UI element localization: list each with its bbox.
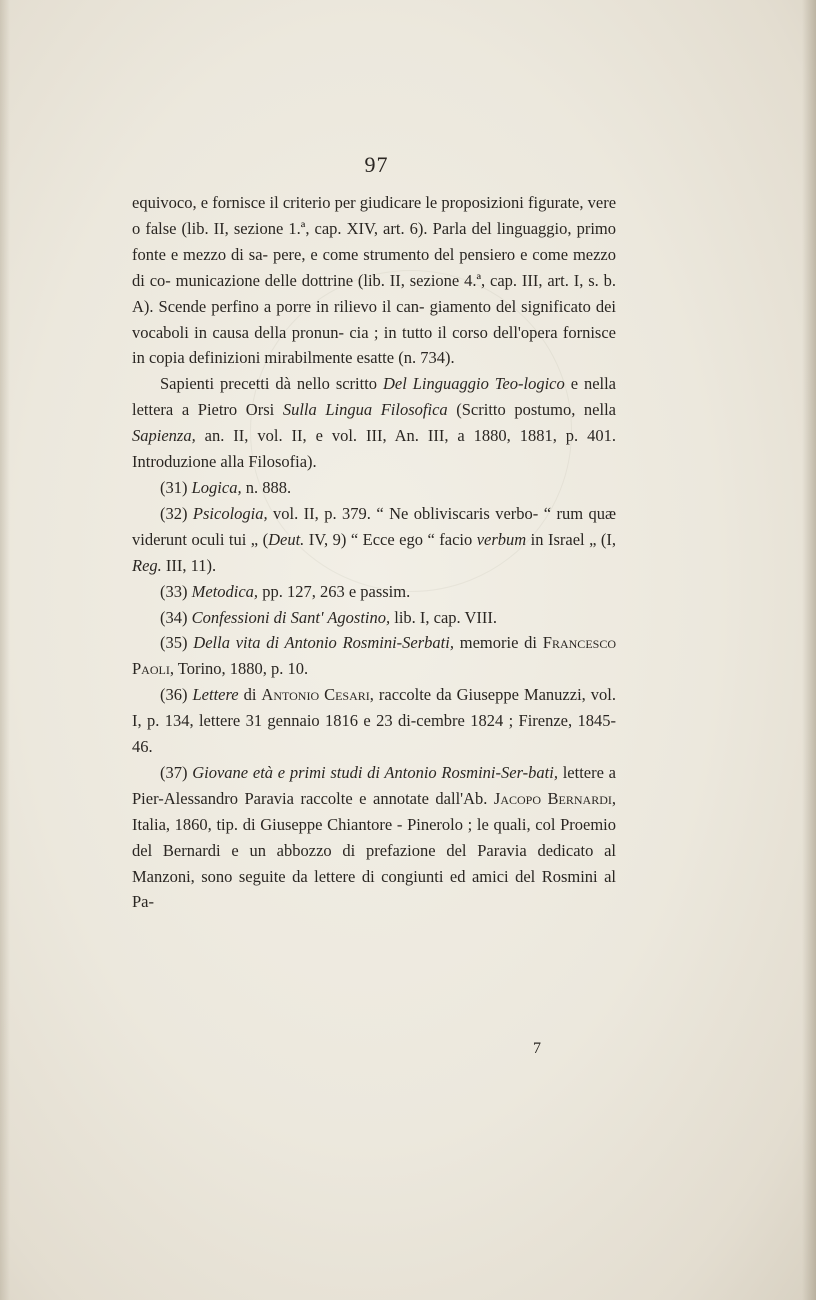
- footnote-32: (32) Psicologia, vol. II, p. 379. “ Ne obliviscaris verbo- “ rum quæ viderunt oculi tui „ (Deut. IV, 9) “ Ecce ego “ facio verbum in Israel „ (I, Reg. III, 11).: [132, 503, 616, 575]
- page-edge-shadow-right: [802, 0, 816, 1300]
- page-edge-shadow-left: [0, 0, 10, 1300]
- paragraph-sapienti-precetti: Sapienti precetti dà nello scritto Del Linguaggio Teo-logico e nella lettera a Pietro Orsi Sulla Lingua Filosofica (Scritto postumo, nella Sapienza, an. II, vol. II, e vol. III, An. III, a 1880, 1881, p. 401. Introduzione alla Filosofia).: [132, 374, 617, 472]
- footnote-35: (35) Della vita di Antonio Rosmini-Serbati, memorie di Francesco Paoli, Torino, 1880, p. 10.: [132, 633, 616, 679]
- paragraph-linguaggio: equivoco, e fornisce il criterio per giudicare le proposizioni figurate, vere o false (lib. II, sezione 1.ª, cap. XIV, art. 6). Parla del linguaggio, primo fonte e mezzo di sa- pere, e come strumento del pensiero e come mezzo di co- municazione delle dottrine (lib. II, sezione 4.ª, cap. III, art. I, s. b. A). Scende perfino a porre in rilievo il can- giamento del significato dei vocaboli in causa della pronun- cia ; in tutto il corso dell'opera fornisce in copia definizioni mirabilmente esatte (n. 734).: [132, 193, 617, 368]
- footnote-31: (31) Logica, n. 888.: [160, 477, 292, 497]
- footnote-37: (37) Giovane età e primi studi di Antonio Rosmini-Ser-bati, lettere a Pier-Alessandro Paravia raccolte e annotate dall'Ab. Jacopo Bernardi, Italia, 1860, tip. di Giuseppe Chiantore - Pinerolo ; le quali, col Proemio del Bernardi e un abbozzo di prefazione del Paravia dedicato al Manzoni, sono seguite da lettere di congiunti ed amici del Rosmini al Pa-: [132, 762, 616, 912]
- footnote-36: (36) Lettere di Antonio Cesari, raccolte da Giuseppe Manuzzi, vol. I, p. 134, lettere 31 gennaio 1816 e 23 di-cembre 1824 ; Firenze, 1845-46.: [132, 685, 616, 757]
- page-number: 97: [364, 152, 389, 177]
- footnote-34: (34) Confessioni di Sant' Agostino, lib. I, cap. VIII.: [160, 607, 498, 627]
- footnote-33: (33) Metodica, pp. 127, 263 e passim.: [160, 581, 411, 601]
- body-text: [132, 190, 616, 915]
- signature-mark: 7: [533, 1040, 541, 1057]
